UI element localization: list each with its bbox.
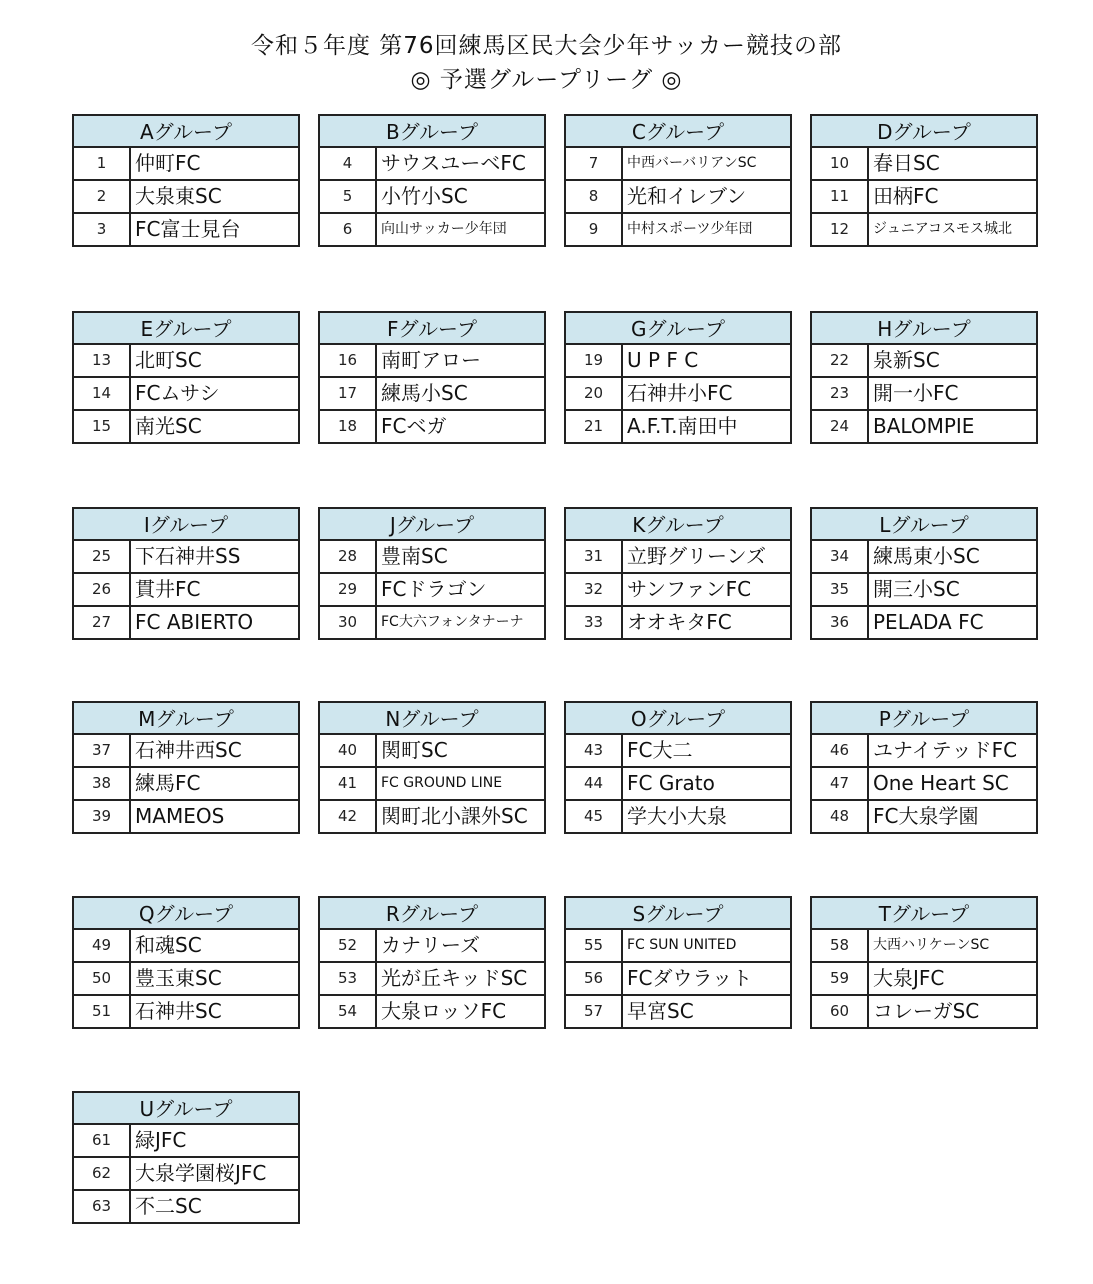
- team-number: 50: [74, 963, 131, 994]
- team-number: 18: [320, 411, 377, 442]
- group-header: Lグループ: [812, 509, 1036, 541]
- team-row: [566, 996, 790, 1027]
- team-number: 53: [320, 963, 377, 994]
- team-row: [566, 148, 790, 181]
- team-name: 光が丘キッドSC: [381, 966, 528, 990]
- group-table: [564, 311, 792, 444]
- team-number: 12: [812, 214, 869, 245]
- team-number: 13: [74, 345, 131, 376]
- team-number: 45: [566, 801, 623, 832]
- team-number: 60: [812, 996, 869, 1027]
- team-name: 石神井小FC: [627, 381, 733, 405]
- group-table: [72, 114, 300, 247]
- team-number: 54: [320, 996, 377, 1027]
- group-table: [318, 114, 546, 247]
- group-table: [72, 701, 300, 834]
- team-row: [74, 768, 298, 801]
- team-row: [566, 574, 790, 607]
- team-name: 開一小FC: [873, 381, 959, 405]
- group-table: [72, 507, 300, 640]
- team-name: 不二SC: [135, 1194, 202, 1218]
- team-name: ジュニアコスモス城北: [873, 221, 1013, 237]
- team-number: 58: [812, 930, 869, 961]
- page-subtitle: ◎ 予選グループリーグ ◎: [410, 67, 683, 93]
- group-table: [318, 507, 546, 640]
- team-name: 貫井FC: [135, 577, 201, 601]
- team-name: 早宮SC: [627, 999, 694, 1023]
- team-row: [74, 541, 298, 574]
- team-number: 44: [566, 768, 623, 799]
- team-row: [320, 996, 544, 1027]
- team-name: 関町SC: [381, 738, 448, 762]
- team-number: 11: [812, 181, 869, 212]
- team-row: [566, 801, 790, 832]
- team-name: 練馬東小SC: [873, 544, 980, 568]
- team-number: 34: [812, 541, 869, 572]
- team-number: 19: [566, 345, 623, 376]
- team-row: [812, 345, 1036, 378]
- team-row: [320, 768, 544, 801]
- team-row: [74, 735, 298, 768]
- team-number: 55: [566, 930, 623, 961]
- team-name: 石神井西SC: [135, 738, 242, 762]
- team-row: [320, 411, 544, 442]
- team-name: FCドラゴン: [381, 577, 487, 601]
- group-header: Oグループ: [566, 703, 790, 735]
- group-header: Gグループ: [566, 313, 790, 345]
- page-title: 令和５年度 第76回練馬区民大会少年サッカー競技の部: [250, 33, 843, 59]
- team-number: 22: [812, 345, 869, 376]
- group-table: [810, 311, 1038, 444]
- team-number: 48: [812, 801, 869, 832]
- team-row: [74, 411, 298, 442]
- team-name: オオキタFC: [627, 610, 732, 634]
- team-name: 中村スポーツ少年団: [627, 221, 753, 237]
- team-row: [320, 735, 544, 768]
- team-name: U P F C: [627, 348, 699, 372]
- team-row: [812, 541, 1036, 574]
- team-number: 56: [566, 963, 623, 994]
- team-name: カナリーズ: [381, 933, 480, 957]
- group-table: [318, 896, 546, 1029]
- team-row: [74, 1191, 298, 1222]
- team-row: [566, 768, 790, 801]
- team-name: 大西ハリケーンSC: [873, 937, 990, 953]
- team-number: 24: [812, 411, 869, 442]
- team-name: 豊玉東SC: [135, 966, 222, 990]
- team-row: [812, 930, 1036, 963]
- team-number: 42: [320, 801, 377, 832]
- group-header: Qグループ: [74, 898, 298, 930]
- team-row: [74, 1125, 298, 1158]
- team-number: 49: [74, 930, 131, 961]
- team-number: 43: [566, 735, 623, 766]
- team-row: [812, 378, 1036, 411]
- team-name: 大泉学園桜JFC: [135, 1161, 267, 1185]
- team-number: 47: [812, 768, 869, 799]
- team-name: FC大二: [627, 738, 693, 762]
- team-number: 46: [812, 735, 869, 766]
- team-name: 春日SC: [873, 151, 940, 175]
- group-header: Pグループ: [812, 703, 1036, 735]
- team-name: FC富士見台: [135, 217, 241, 241]
- team-number: 21: [566, 411, 623, 442]
- team-row: [566, 214, 790, 245]
- group-table: [318, 701, 546, 834]
- team-number: 39: [74, 801, 131, 832]
- team-name: 学大小大泉: [627, 804, 727, 828]
- team-row: [566, 541, 790, 574]
- team-name: 豊南SC: [381, 544, 448, 568]
- team-number: 1: [74, 148, 131, 179]
- team-number: 14: [74, 378, 131, 409]
- team-number: 38: [74, 768, 131, 799]
- group-header: Bグループ: [320, 116, 544, 148]
- team-number: 9: [566, 214, 623, 245]
- team-row: [320, 930, 544, 963]
- team-name: 緑JFC: [135, 1128, 187, 1152]
- team-name: 大泉東SC: [135, 184, 222, 208]
- team-name: 関町北小課外SC: [381, 804, 528, 828]
- group-header: Hグループ: [812, 313, 1036, 345]
- team-name: 田柄FC: [873, 184, 939, 208]
- team-number: 8: [566, 181, 623, 212]
- team-name: FCベガ: [381, 414, 447, 438]
- team-number: 2: [74, 181, 131, 212]
- team-name: 南町アロー: [381, 348, 481, 372]
- team-row: [812, 996, 1036, 1027]
- team-row: [320, 378, 544, 411]
- team-name: 泉新SC: [873, 348, 940, 372]
- team-number: 35: [812, 574, 869, 605]
- team-row: [566, 930, 790, 963]
- team-name: FC GROUND LINE: [381, 775, 503, 791]
- team-row: [812, 181, 1036, 214]
- team-number: 40: [320, 735, 377, 766]
- group-table: [564, 114, 792, 247]
- team-number: 37: [74, 735, 131, 766]
- team-number: 59: [812, 963, 869, 994]
- team-number: 32: [566, 574, 623, 605]
- team-row: [320, 607, 544, 638]
- team-row: [74, 378, 298, 411]
- group-header: Mグループ: [74, 703, 298, 735]
- team-row: [74, 574, 298, 607]
- team-name: 大泉ロッソFC: [381, 999, 507, 1023]
- team-row: [74, 801, 298, 832]
- group-table: [564, 896, 792, 1029]
- group-header: Sグループ: [566, 898, 790, 930]
- group-header: Aグループ: [74, 116, 298, 148]
- team-row: [320, 574, 544, 607]
- team-number: 10: [812, 148, 869, 179]
- team-name: サウスユーベFC: [381, 151, 526, 175]
- team-number: 62: [74, 1158, 131, 1189]
- team-row: [812, 411, 1036, 442]
- team-row: [566, 607, 790, 638]
- team-number: 7: [566, 148, 623, 179]
- group-table: [810, 114, 1038, 247]
- team-name: FCダウラット: [627, 966, 753, 990]
- team-row: [74, 996, 298, 1027]
- team-number: 30: [320, 607, 377, 638]
- team-row: [566, 345, 790, 378]
- team-name: A.F.T.南田中: [627, 414, 738, 438]
- team-row: [74, 607, 298, 638]
- team-number: 63: [74, 1191, 131, 1222]
- team-row: [74, 181, 298, 214]
- team-name: 開三小SC: [873, 577, 960, 601]
- team-row: [74, 148, 298, 181]
- group-header: Tグループ: [812, 898, 1036, 930]
- team-name: サンファンFC: [627, 577, 752, 601]
- team-name: FC Grato: [627, 771, 715, 795]
- team-row: [320, 148, 544, 181]
- team-name: FC大泉学園: [873, 804, 979, 828]
- team-name: 北町SC: [135, 348, 202, 372]
- team-number: 20: [566, 378, 623, 409]
- team-row: [812, 801, 1036, 832]
- team-row: [566, 181, 790, 214]
- team-row: [320, 181, 544, 214]
- team-name: 仲町FC: [135, 151, 201, 175]
- team-row: [812, 768, 1036, 801]
- team-name: 大泉JFC: [873, 966, 945, 990]
- team-row: [566, 963, 790, 996]
- team-name: One Heart SC: [873, 771, 1009, 795]
- group-header: Rグループ: [320, 898, 544, 930]
- team-number: 4: [320, 148, 377, 179]
- team-row: [74, 1158, 298, 1191]
- team-row: [74, 214, 298, 245]
- team-name: 光和イレブン: [627, 184, 747, 208]
- group-header: Nグループ: [320, 703, 544, 735]
- team-name: BALOMPIE: [873, 414, 975, 438]
- team-number: 51: [74, 996, 131, 1027]
- group-header: Eグループ: [74, 313, 298, 345]
- team-row: [812, 735, 1036, 768]
- group-table: [564, 701, 792, 834]
- group-header: Kグループ: [566, 509, 790, 541]
- team-row: [812, 148, 1036, 181]
- team-number: 33: [566, 607, 623, 638]
- team-row: [74, 963, 298, 996]
- team-row: [320, 963, 544, 996]
- team-name: 小竹小SC: [381, 184, 468, 208]
- group-table: [318, 311, 546, 444]
- team-number: 15: [74, 411, 131, 442]
- team-name: 練馬小SC: [381, 381, 468, 405]
- group-header: Cグループ: [566, 116, 790, 148]
- team-name: FC ABIERTO: [135, 610, 254, 634]
- team-name: コレーガSC: [873, 999, 980, 1023]
- team-number: 6: [320, 214, 377, 245]
- team-name: 下石神井SS: [135, 544, 241, 568]
- team-number: 3: [74, 214, 131, 245]
- team-number: 5: [320, 181, 377, 212]
- team-row: [74, 930, 298, 963]
- group-table: [810, 701, 1038, 834]
- team-row: [320, 541, 544, 574]
- team-number: 28: [320, 541, 377, 572]
- group-header: Jグループ: [320, 509, 544, 541]
- team-row: [812, 963, 1036, 996]
- team-name: 中西バーバリアンSC: [627, 155, 757, 171]
- team-row: [566, 378, 790, 411]
- team-row: [566, 411, 790, 442]
- team-name: MAMEOS: [135, 804, 225, 828]
- team-number: 31: [566, 541, 623, 572]
- team-row: [812, 574, 1036, 607]
- team-name: FC大六フォンタナーナ: [381, 614, 524, 630]
- team-row: [812, 214, 1036, 245]
- team-number: 17: [320, 378, 377, 409]
- team-number: 61: [74, 1125, 131, 1156]
- group-table: [810, 507, 1038, 640]
- team-row: [74, 345, 298, 378]
- team-number: 26: [74, 574, 131, 605]
- team-number: 16: [320, 345, 377, 376]
- team-number: 25: [74, 541, 131, 572]
- team-row: [566, 735, 790, 768]
- group-header: Iグループ: [74, 509, 298, 541]
- team-number: 29: [320, 574, 377, 605]
- team-row: [320, 345, 544, 378]
- team-number: 27: [74, 607, 131, 638]
- group-table: [72, 896, 300, 1029]
- team-number: 57: [566, 996, 623, 1027]
- team-name: PELADA FC: [873, 610, 984, 634]
- team-row: [320, 801, 544, 832]
- team-row: [812, 607, 1036, 638]
- team-name: FCムサシ: [135, 381, 220, 405]
- group-table: [564, 507, 792, 640]
- team-name: 和魂SC: [135, 933, 202, 957]
- group-header: Uグループ: [74, 1093, 298, 1125]
- team-name: 立野グリーンズ: [627, 544, 766, 568]
- team-number: 36: [812, 607, 869, 638]
- team-row: [320, 214, 544, 245]
- team-name: 南光SC: [135, 414, 202, 438]
- team-name: FC SUN UNITED: [627, 937, 737, 953]
- team-number: 23: [812, 378, 869, 409]
- team-number: 52: [320, 930, 377, 961]
- group-table: [810, 896, 1038, 1029]
- team-name: 向山サッカー少年団: [381, 221, 507, 237]
- group-header: Dグループ: [812, 116, 1036, 148]
- group-table: [72, 311, 300, 444]
- team-name: 練馬FC: [135, 771, 201, 795]
- group-table: [72, 1091, 300, 1224]
- group-header: Fグループ: [320, 313, 544, 345]
- team-name: 石神井SC: [135, 999, 222, 1023]
- team-number: 41: [320, 768, 377, 799]
- team-name: ユナイテッドFC: [873, 738, 1018, 762]
